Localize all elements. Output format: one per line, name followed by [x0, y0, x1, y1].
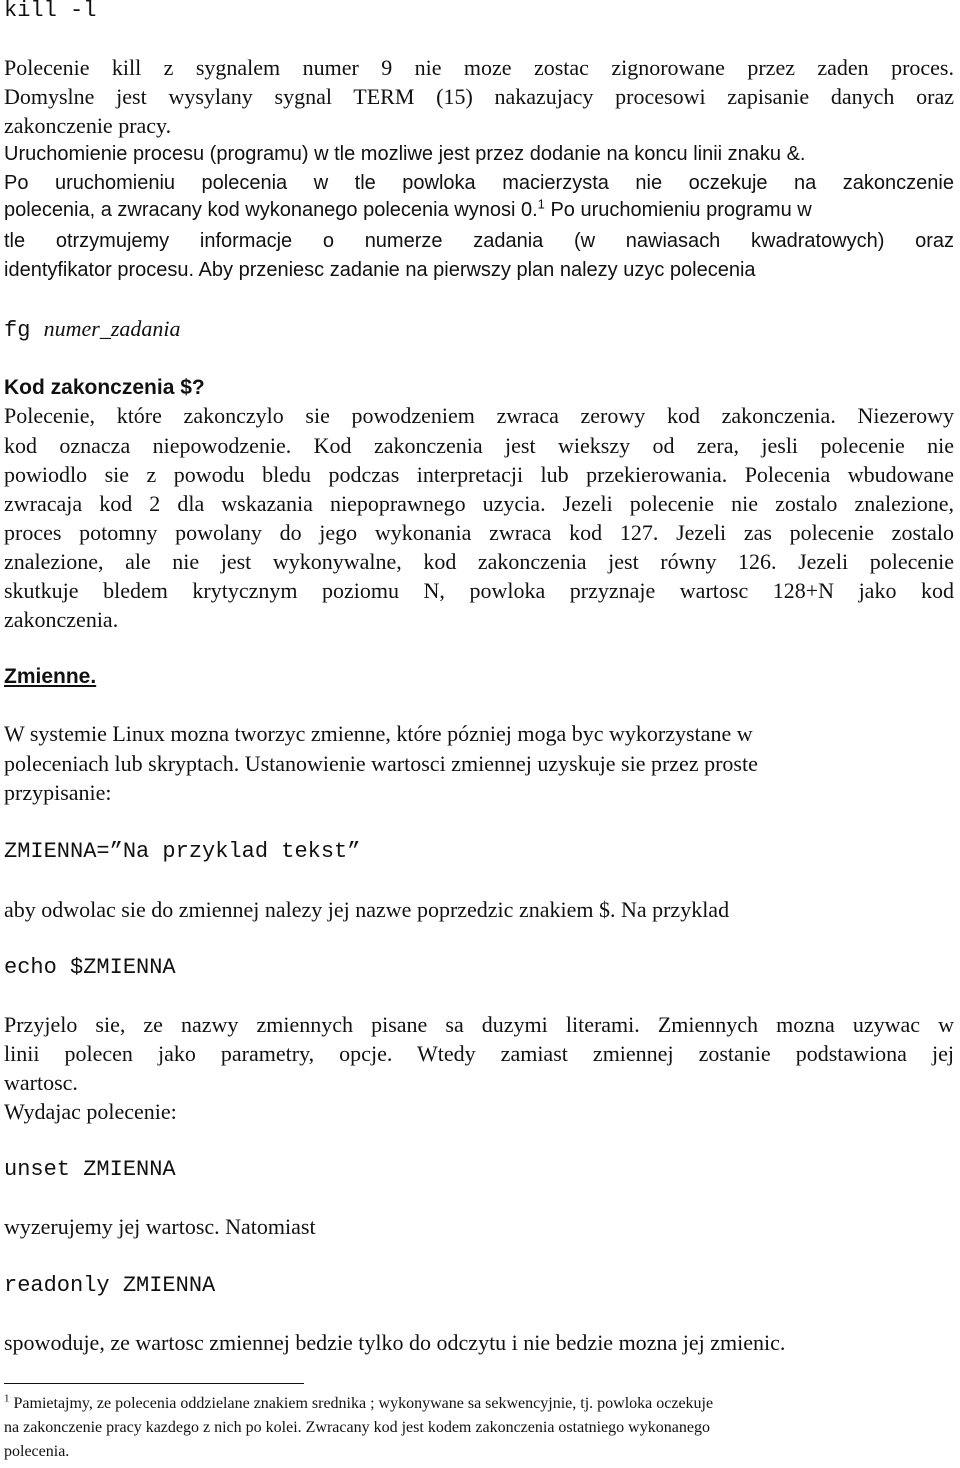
para3-line5: proces potomny powolany do jego wykonania zwraca kod 127. Jezeli zas polecenie zostalo [4, 520, 954, 545]
para3-line7: skutkuje bledem krytycznym poziomu N, powloka przyznaje wartosc 128+N jako kod [4, 578, 954, 603]
para2-line5: identyfikator procesu. Aby przeniesc zadanie na pierwszy plan nalezy uzyc polecenia [4, 259, 756, 281]
para1-line1: Polecenie kill z sygnalem numer 9 nie moze zostac zignorowane przez zaden proces. [4, 55, 954, 80]
footnote-reference: 1 [537, 196, 545, 212]
footnote-line1 [4, 1392, 714, 1412]
code-assign-line: ZMIENNA=”Na przyklad tekst” [4, 839, 361, 864]
para6-line2: linii polecen jako parametry, opcje. Wtedy zamiast zmiennej zostanie podstawiona jej [4, 1041, 954, 1066]
fg-command-code: fg [4, 318, 44, 343]
heading-zmienne: Zmienne. [4, 665, 97, 688]
para2-line1: Uruchomienie procesu (programu) w tle mozliwe jest przez dodanie na koncu linii znaku &. [4, 143, 806, 165]
para2-line3-text-before: polecenia, a zwracany kod wykonanego polecenia wynosi 0. [4, 199, 538, 221]
code-echo-line: echo $ZMIENNA [4, 955, 176, 980]
heading-kod-zakonczenia: Kod zakonczenia $? [4, 376, 205, 399]
para1-line2: Domyslne jest wysylany sygnal TERM (15) nakazujacy procesowi zapisanie danych oraz [4, 84, 954, 109]
para3-line4: zwracaja kod 2 dla wskazania niepoprawnego uzycia. Jezeli polecenie nie zostalo znalezione, [4, 491, 954, 516]
code-kill-line: kill -l [4, 0, 97, 23]
footnote-mark: 1 [4, 1392, 10, 1405]
para4-line1: W systemie Linux mozna tworzyc zmienne, które pózniej moga byc wykorzystane w [4, 721, 753, 746]
para6-line1: Przyjelo sie, ze nazwy zmiennych pisane sa duzymi literami. Zmiennych mozna uzywac w [4, 1012, 954, 1037]
para2-line4: tle otrzymujemy informacje o numerze zadania (w nawiasach kwadratowych) oraz [4, 230, 954, 252]
fg-command-line [4, 318, 181, 342]
para4-line2: poleceniach lub skryptach. Ustanowienie wartosci zmiennej uzyskuje sie przez proste [4, 751, 758, 776]
footnote-line1-text: Pamietajmy, ze polecenia oddzielane znakiem srednika ; wykonywane sa sekwencyjnie, tj. powloka oczekuje [9, 1395, 714, 1412]
para6-line3: wartosc. [4, 1070, 78, 1095]
code-readonly-line: readonly ZMIENNA [4, 1273, 216, 1298]
para3-line2: kod oznacza niepowodzenie. Kod zakonczenia jest wiekszy od zera, jesli polecenie nie [4, 433, 954, 458]
para9-line: spowoduje, ze wartosc zmiennej bedzie tylko do odczytu i nie bedzie mozna jej zmienic. [4, 1330, 786, 1355]
para5-line: aby odwolac sie do zmiennej nalezy jej nazwe poprzedzic znakiem $. Na przyklad [4, 897, 730, 922]
para3-line1: Polecenie, które zakonczylo sie powodzeniem zwraca zerowy kod zakonczenia. Niezerowy [4, 403, 954, 428]
para2-line3-text-after: Po uruchomieniu programu w [544, 199, 812, 221]
para3-line6: znalezione, ale nie jest wykonywalne, kod zakonczenia jest równy 126. Jezeli polecenie [4, 549, 954, 574]
footnote-line3: polecenia. [4, 1443, 70, 1460]
para4-line3: przypisanie: [4, 780, 112, 805]
para8-line: wyzerujemy jej wartosc. Natomiast [4, 1214, 316, 1239]
para2-line2: Po uruchomieniu polecenia w tle powloka macierzysta nie oczekuje na zakonczenie [4, 172, 954, 194]
fg-command-argument: numer_zadania [43, 316, 181, 341]
para1-line3: zakonczenie pracy. [4, 113, 172, 138]
para3-line3: powiodlo sie z powodu bledu podczas interpretacji lub przekierowania. Polecenia wbudowane [4, 462, 954, 487]
footnote-separator [4, 1383, 304, 1384]
footnote-line2: na zakonczenie pracy kazdego z nich po kolei. Zwracany kod jest kodem zakonczenia ostatniego wykonanego [4, 1419, 710, 1436]
para2-line3 [4, 196, 812, 221]
para7-line: Wydajac polecenie: [4, 1099, 177, 1124]
code-unset-line: unset ZMIENNA [4, 1157, 176, 1182]
para3-line8: zakonczenia. [4, 607, 119, 632]
